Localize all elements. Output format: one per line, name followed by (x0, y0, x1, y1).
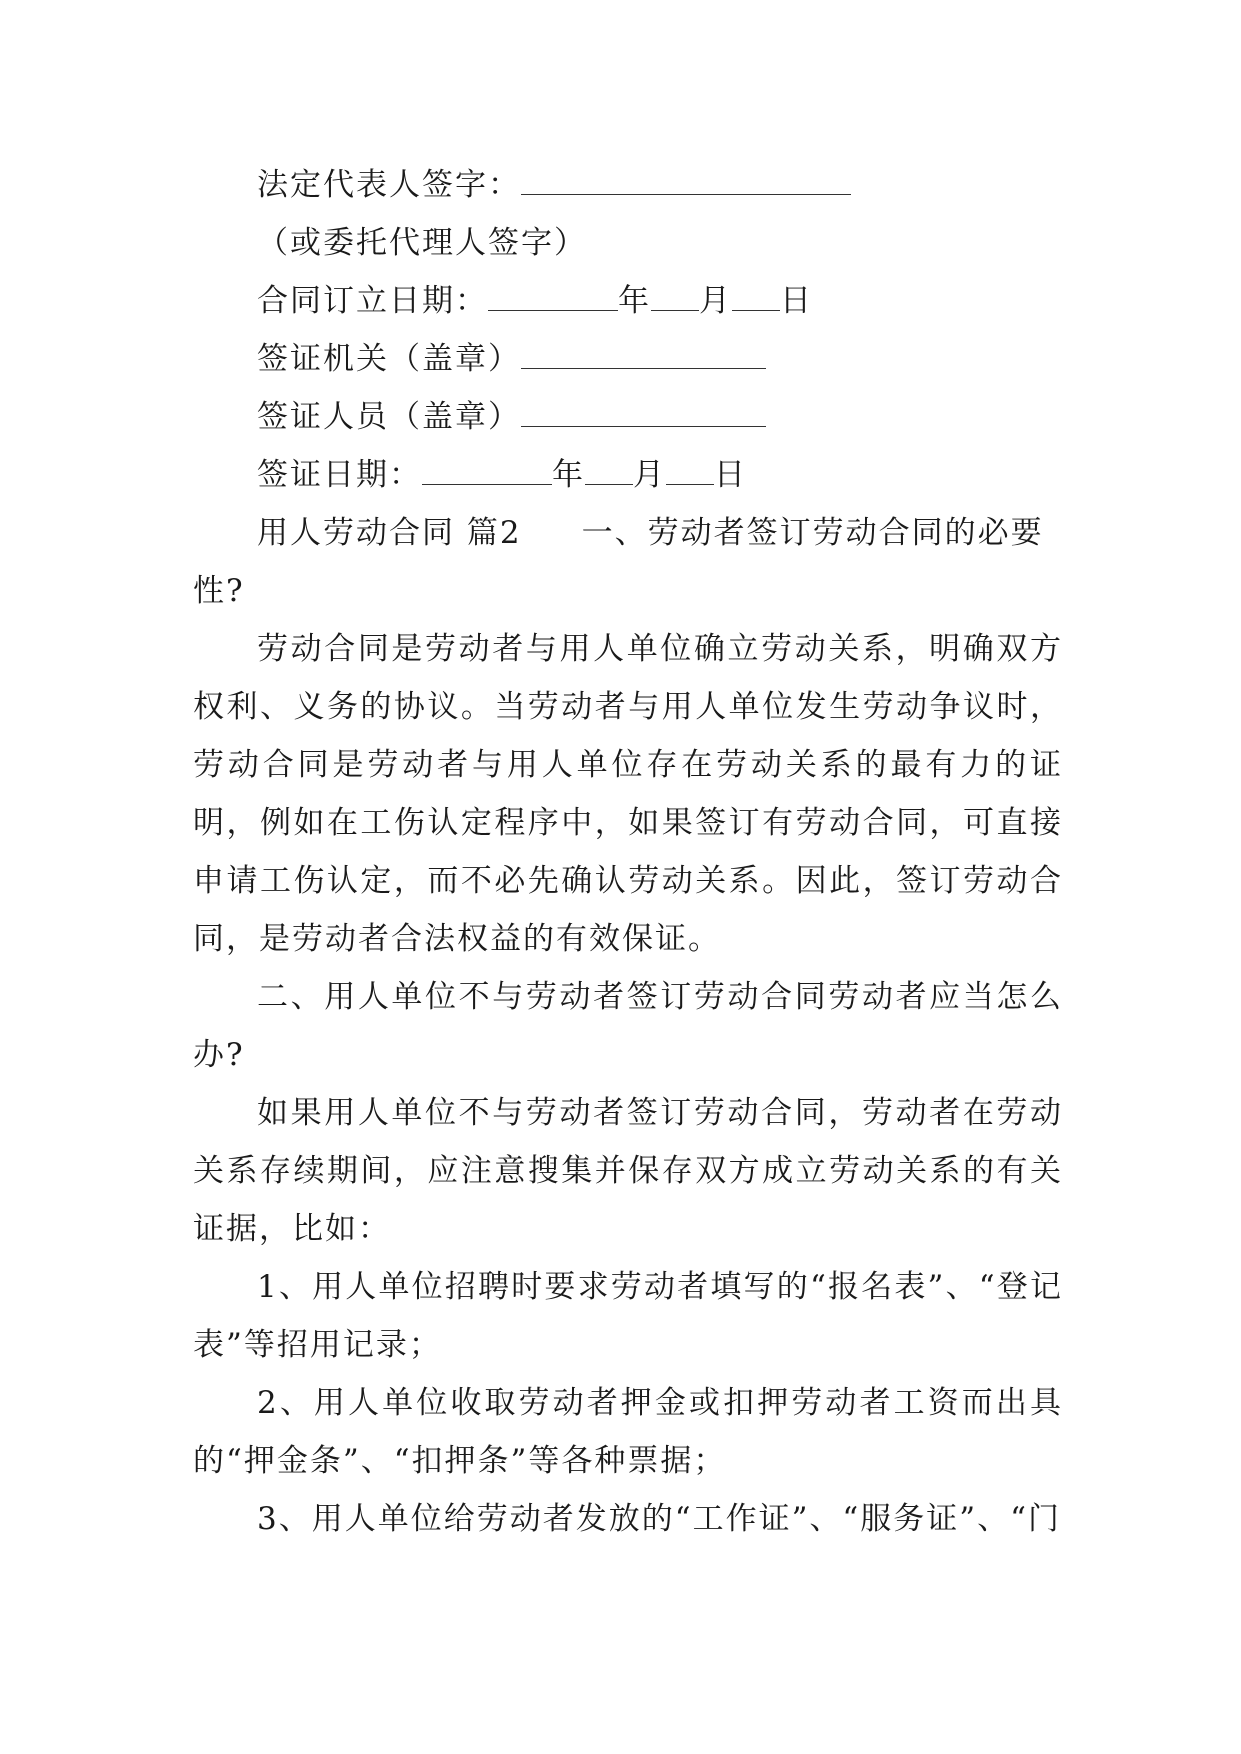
year-label: 年 (618, 283, 651, 319)
day-label: 日 (714, 457, 747, 493)
cert-date-label: 签证日期： (257, 457, 422, 493)
section-heading-line (193, 504, 1063, 562)
month-label: 月 (633, 457, 666, 493)
document-body (193, 156, 1063, 1548)
month-blank (651, 274, 699, 311)
paragraph-evidence: 如果用人单位不与劳动者签订劳动合同，劳动者在劳动关系存续期间，应注意搜集并保存双方成立劳动关系的有关证据，比如： (193, 1095, 1063, 1247)
list-item-2: 2、用人单位收取劳动者押金或扣押劳动者工资而出具的“押金条”、“扣押条”等各种票据； (193, 1385, 1063, 1479)
day-blank (732, 274, 780, 311)
cert-date-line (193, 446, 1063, 504)
question-1: 一、劳动者签订劳动合同的必要 (581, 515, 1044, 551)
year-label: 年 (552, 457, 585, 493)
question-1-continued: 性? (193, 573, 245, 609)
contract-date-label: 合同订立日期： (257, 283, 488, 319)
section-heading: 用人劳动合同 篇2 (257, 515, 522, 551)
year-blank (488, 274, 618, 311)
cert-person-label: 签证人员（盖章） (257, 399, 521, 435)
year-blank (422, 448, 552, 485)
contract-date-line (193, 272, 1063, 330)
signature-blank (521, 158, 851, 195)
list-item-1: 1、用人单位招聘时要求劳动者填写的“报名表”、“登记表”等招用记录； (193, 1269, 1063, 1363)
day-blank (666, 448, 714, 485)
legal-rep-signature-line (193, 156, 1063, 214)
cert-person-blank (521, 390, 766, 427)
month-label: 月 (699, 283, 732, 319)
month-blank (585, 448, 633, 485)
delegate-note: （或委托代理人签字） (257, 225, 587, 261)
question-2: 二、用人单位不与劳动者签订劳动合同劳动者应当怎么办? (193, 979, 1063, 1073)
cert-authority-line (193, 330, 1063, 388)
legal-rep-label: 法定代表人签字： (257, 167, 521, 203)
cert-authority-blank (521, 332, 766, 369)
list-item-3: 3、用人单位给劳动者发放的“工作证”、“服务证”、“门 (257, 1501, 1061, 1537)
day-label: 日 (780, 283, 813, 319)
paragraph-necessity: 劳动合同是劳动者与用人单位确立劳动关系，明确双方权利、义务的协议。当劳动者与用人单位发生劳动争议时，劳动合同是劳动者与用人单位存在劳动关系的最有力的证明，例如在工伤认定程序中，如果签订有劳动合同，可直接申请工伤认定，而不必先确认劳动关系。因此，签订劳动合同，是劳动者合法权益的有效保证。 (193, 631, 1063, 957)
cert-authority-label: 签证机关（盖章） (257, 341, 521, 377)
cert-person-line (193, 388, 1063, 446)
